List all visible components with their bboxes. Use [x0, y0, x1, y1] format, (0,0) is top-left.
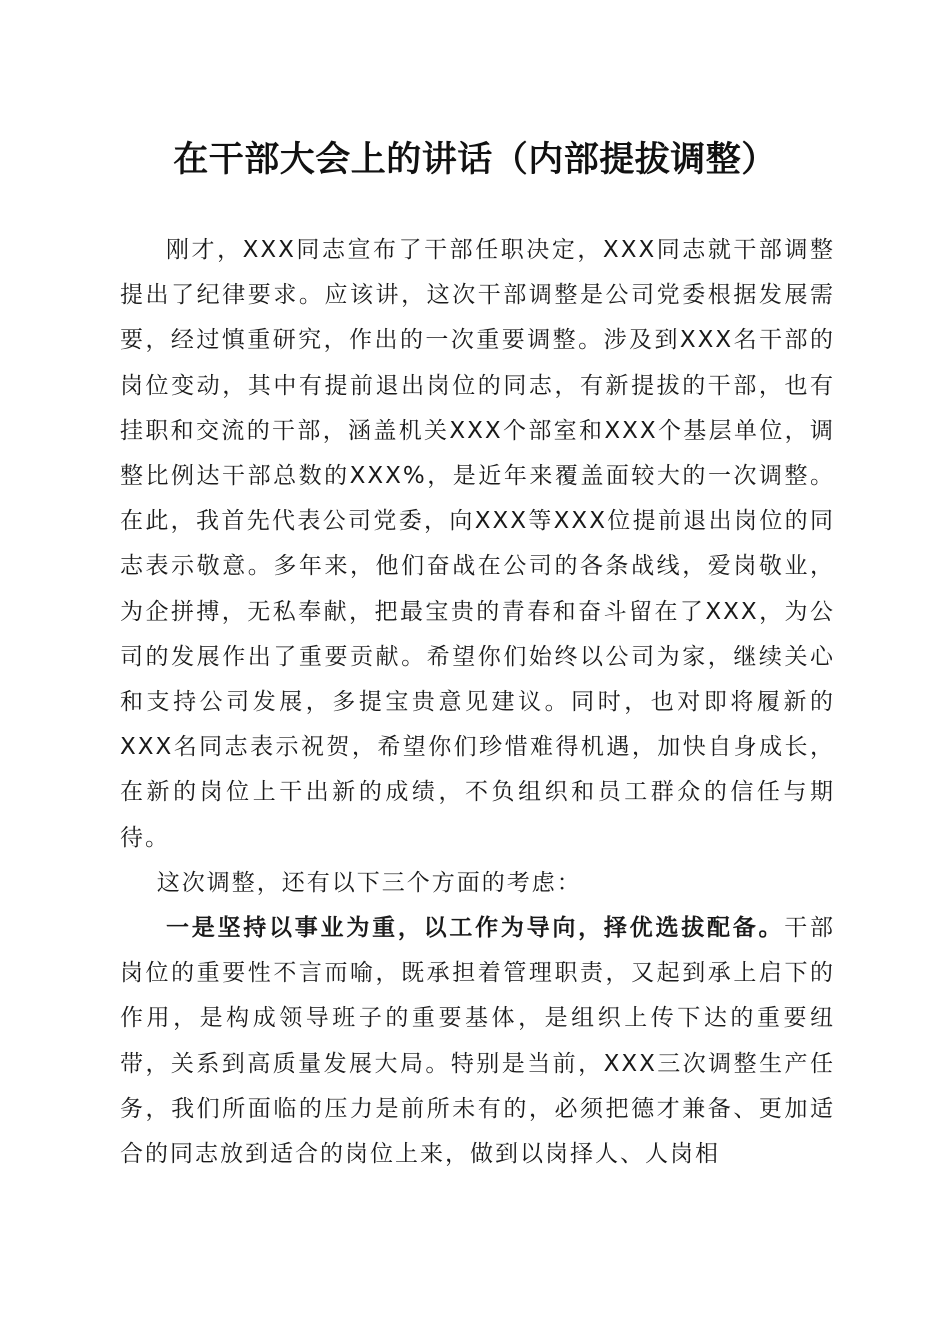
document-body	[120, 228, 835, 1177]
point-one-heading: 一是坚持以事业为重，以工作为导向，择优选拔配备。	[166, 915, 785, 942]
paragraph-opening: 刚才，XXX同志宣布了干部任职决定，XXX同志就干部调整提出了纪律要求。应该讲，这次干部调整是公司党委根据发展需要，经过慎重研究，作出的一次重要调整。涉及到XXX名干部的岗位变动，其中有提前退出岗位的同志，有新提拔的干部，也有挂职和交流的干部，涵盖机关XXX个部室和XXX个基层单位，调整比例达干部总数的XXX%，是近年来覆盖面较大的一次调整。在此，我首先代表公司党委，向XXX等XXX位提前退出岗位的同志表示敬意。多年来，他们奋战在公司的各条战线，爱岗敬业，为企拼搏，无私奉献，把最宝贵的青春和奋斗留在了XXX，为公司的发展作出了重要贡献。希望你们始终以公司为家，继续关心和支持公司发展，多提宝贵意见建议。同时，也对即将履新的XXX名同志表示祝贺，希望你们珍惜难得机遇，加快自身成长，在新的岗位上干出新的成绩，不负组织和员工群众的信任与期待。	[120, 237, 835, 851]
document-title: 在干部大会上的讲话（内部提拔调整）	[173, 139, 777, 180]
paragraph-point-one	[120, 906, 835, 1177]
point-one-text: 干部岗位的重要性不言而喻，既承担着管理职责，又起到承上启下的作用，是构成领导班子的重要基体，是组织上传下达的重要纽带，关系到高质量发展大局。特别是当前，XXX三次调整生产任务，我们所面临的压力是前所未有的，必须把德才兼备、更加适合的同志放到适合的岗位上来，做到以岗择人、人岗相	[120, 915, 836, 1168]
paragraph-considerations-intro: 这次调整，还有以下三个方面的考虑：	[156, 869, 582, 896]
